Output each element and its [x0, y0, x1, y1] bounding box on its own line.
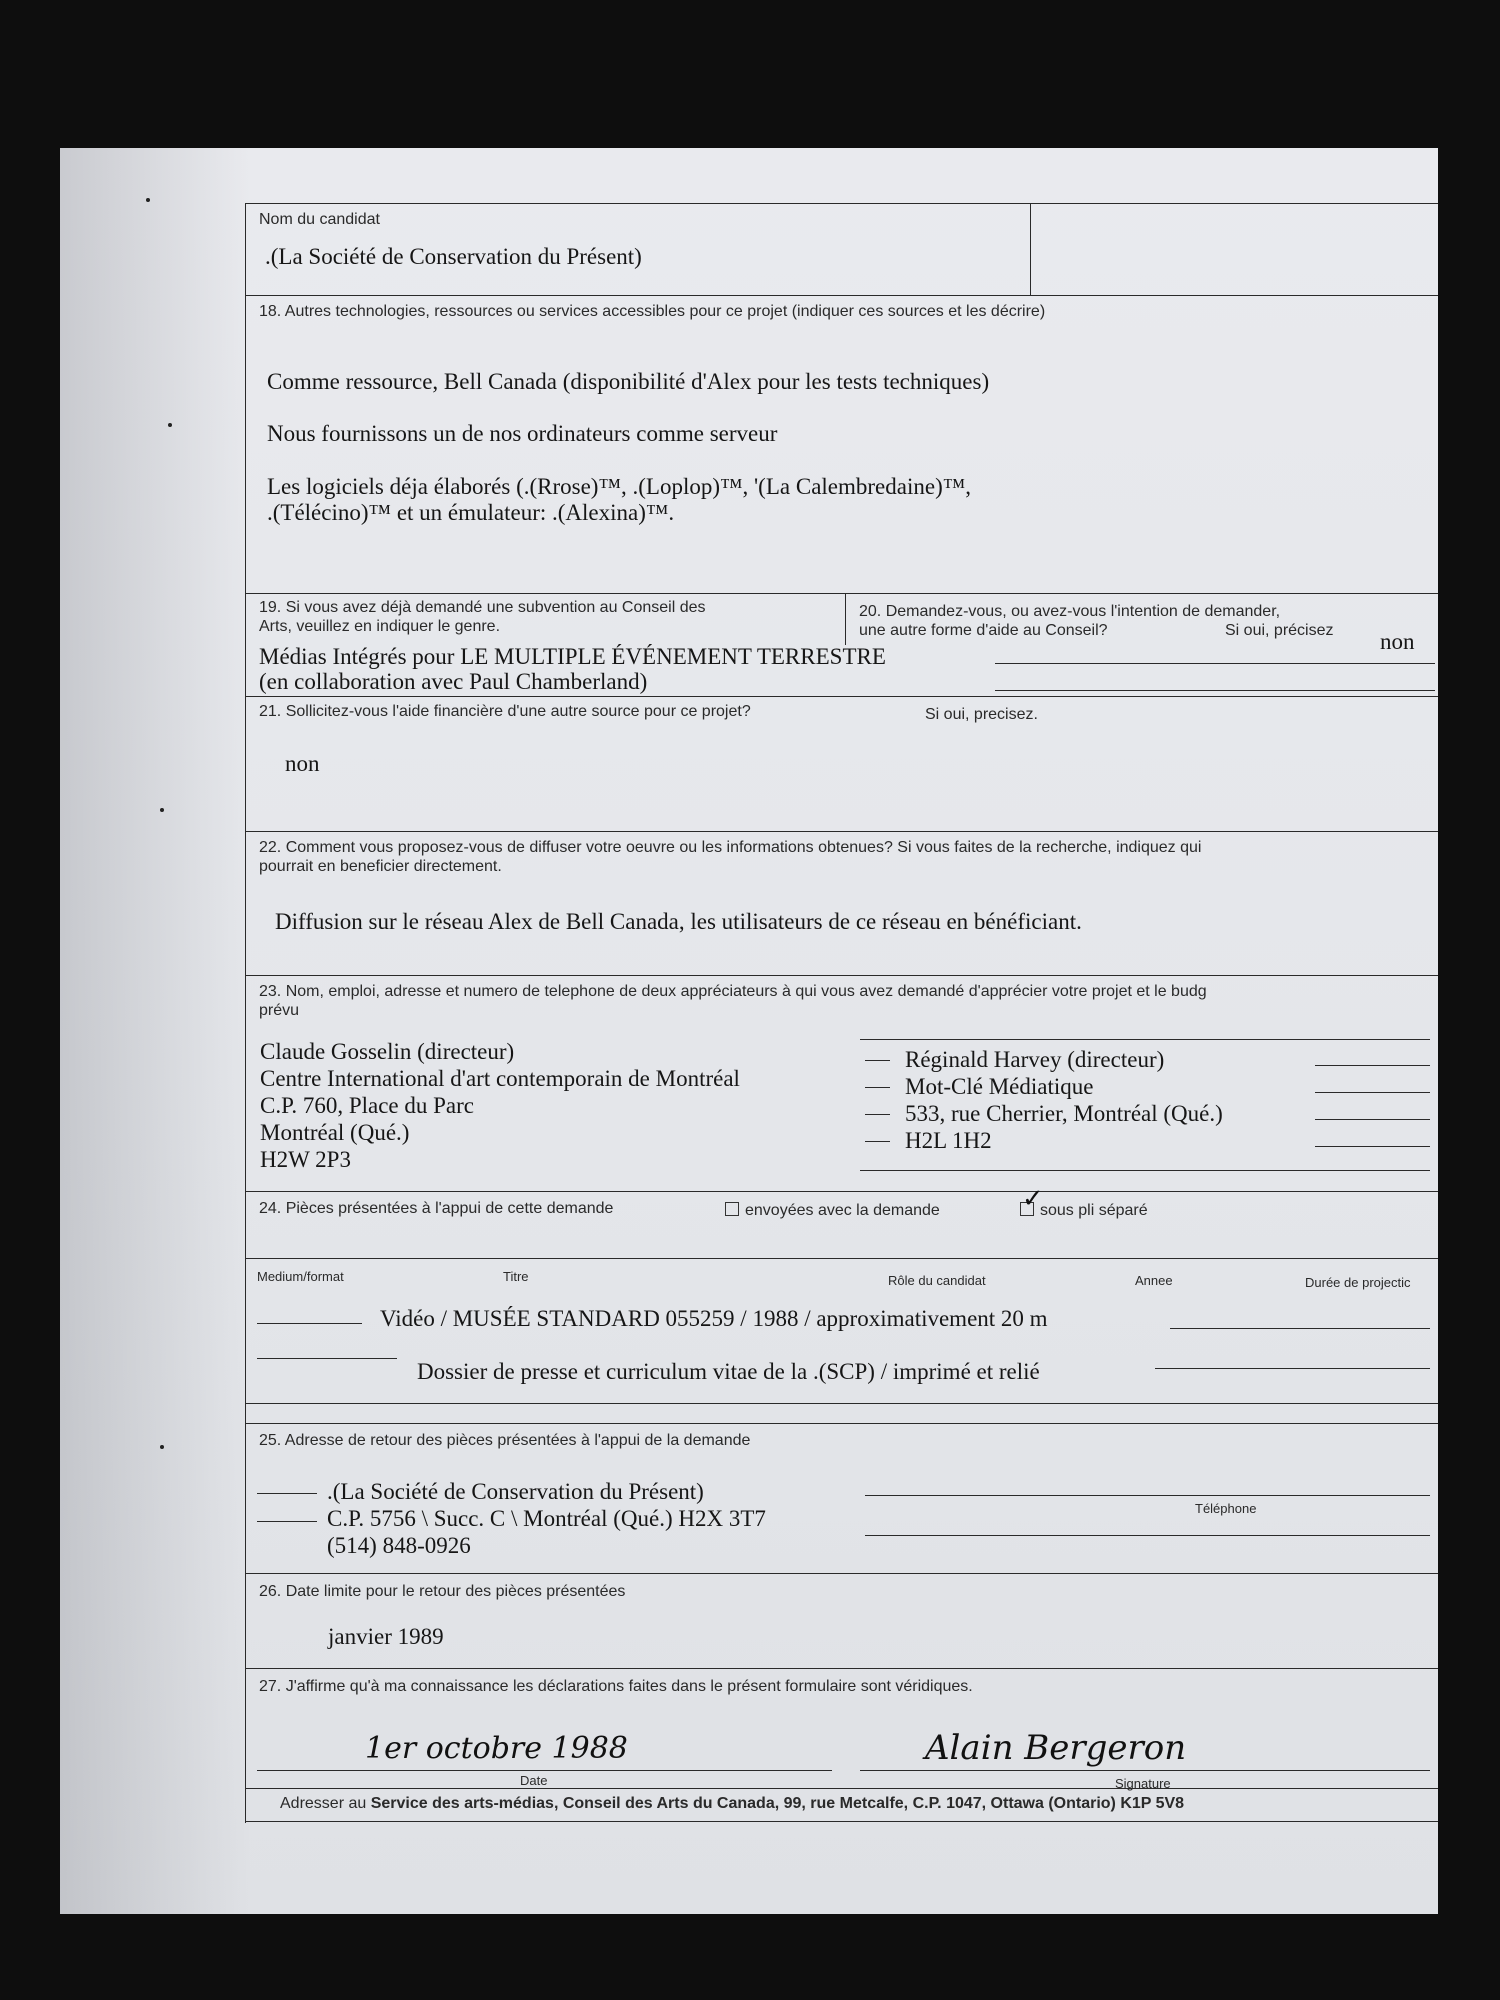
q20-answer: non [1380, 629, 1415, 654]
q18-section [245, 295, 1438, 296]
q24-row-line [1170, 1328, 1430, 1329]
q25-dash [257, 1521, 317, 1522]
appraiser1-line5: H2W 2P3 [260, 1147, 351, 1172]
q24-row1: Vidéo / MUSÉE STANDARD 055259 / 1988 / approximativement 20 m [380, 1306, 1048, 1331]
q24-label: 24. Pièces présentées à l'appui de cette demande [259, 1200, 614, 1217]
q26-label: 26. Date limite pour le retour des pièces présentées [259, 1583, 626, 1600]
q19-answer-line2: (en collaboration avec Paul Chamberland) [259, 669, 648, 694]
q24-bottom-line [245, 1403, 1438, 1404]
q22-label-line1: 22. Comment vous proposez-vous de diffuser votre oeuvre ou les informations obtenues? Si vous faites de la recherche, indiquez qui [259, 839, 1202, 856]
q27-label: 27. J'affirme qu'à ma connaissance les déclarations faites dans le présent formulaire sont véridiques. [259, 1678, 973, 1695]
col-duration: Durée de projectic [1305, 1275, 1411, 1290]
q19-q20-section [245, 593, 1438, 594]
form-bottom-border [245, 1821, 1438, 1822]
q23-line [1315, 1146, 1430, 1147]
q21-specify: Si oui, precisez. [925, 706, 1038, 723]
q23-dash [865, 1087, 890, 1088]
appraiser2-line3: 533, rue Cherrier, Montréal (Qué.) [905, 1101, 1223, 1126]
q18-answer-line4: .(Télécino)™ et un émulateur: .(Alexina)™. [267, 500, 675, 525]
q23-section [245, 975, 1438, 976]
q18-label: 18. Autres technologies, ressources ou services accessibles pour ce projet (indiquer ces sources et les décrire) [259, 303, 1046, 320]
q24-header-line [245, 1258, 1438, 1259]
footer-address [280, 1795, 1184, 1813]
footer-prefix: Adresser au [280, 1795, 371, 1812]
q25-phone-label: Téléphone [1195, 1501, 1257, 1516]
signature-line [860, 1770, 1430, 1771]
candidate-divider [1030, 203, 1031, 295]
q25-line [865, 1535, 1430, 1536]
q24-option-separate[interactable] [1020, 1183, 1148, 1220]
appraiser1-line3: C.P. 760, Place du Parc [260, 1093, 475, 1118]
q21-answer: non [285, 751, 320, 776]
date-label: Date [520, 1773, 548, 1788]
footer-section [245, 1788, 1438, 1789]
col-medium: Medium/format [257, 1269, 344, 1284]
q24-option-sent-with[interactable] [725, 1202, 940, 1220]
q24-opt2-text: sous pli séparé [1040, 1202, 1148, 1219]
appraiser2-line4: H2L 1H2 [905, 1128, 992, 1153]
signature-handwritten: Alain Bergeron [925, 1728, 1187, 1768]
q26-answer: janvier 1989 [328, 1624, 444, 1649]
q25-address-line1: .(La Société de Conservation du Présent) [327, 1479, 704, 1504]
q23-line [860, 1039, 1430, 1040]
col-role: Rôle du candidat [888, 1273, 986, 1288]
footer-text: Service des arts-médias, Conseil des Arts du Canada, 99, rue Metcalfe, C.P. 1047, Ottawa (Ontario) K1P 5V8 [370, 1795, 1185, 1812]
speck [160, 808, 164, 812]
q20-specify: Si oui, précisez [1225, 622, 1334, 639]
q22-label-line2: pourrait en beneficier directement. [259, 858, 502, 875]
q24-row-line [1155, 1368, 1430, 1369]
check-mark-icon: ✓ [1022, 1183, 1044, 1213]
col-title: Titre [503, 1269, 529, 1284]
q21-section [245, 696, 1438, 697]
q24-opt1-text: envoyées avec la demande [745, 1202, 940, 1219]
q22-answer: Diffusion sur le réseau Alex de Bell Canada, les utilisateurs de ce réseau en bénéficiant. [275, 909, 1082, 934]
speck [168, 423, 172, 427]
q23-label-line1: 23. Nom, emploi, adresse et numero de telephone de deux appréciateurs à qui vous avez demandé d'apprécier votre projet et le budg [259, 983, 1207, 1000]
q23-dash [865, 1114, 890, 1115]
q23-line [860, 1170, 1430, 1171]
date-handwritten: 1er octobre 1988 [365, 1731, 628, 1766]
q23-line [1315, 1119, 1430, 1120]
date-line [257, 1770, 832, 1771]
q24-row2: Dossier de presse et curriculum vitae de la .(SCP) / imprimé et relié [417, 1359, 1040, 1384]
q23-label-line2: prévu [259, 1002, 300, 1019]
q24-row-line [257, 1323, 362, 1324]
q19-answer-line1: Médias Intégrés pour LE MULTIPLE ÉVÉNEMENT TERRESTRE [259, 644, 886, 669]
appraiser1-line1: Claude Gosselin (directeur) [260, 1039, 515, 1064]
q23-dash [865, 1060, 890, 1061]
candidate-section [245, 203, 1438, 204]
q23-dash [865, 1141, 890, 1142]
q25-dash [257, 1493, 317, 1494]
speck [160, 1445, 164, 1449]
q25-label: 25. Adresse de retour des pièces présentées à l'appui de la demande [259, 1432, 751, 1449]
q26-section [245, 1573, 1438, 1574]
form-page [60, 148, 1438, 1914]
q25-line [865, 1495, 1430, 1496]
q27-section [245, 1668, 1438, 1669]
q19-label-line1: 19. Si vous avez déjà demandé une subvention au Conseil des [259, 599, 706, 616]
application-form [245, 203, 1438, 1823]
q20-line [995, 663, 1435, 664]
appraiser1-line4: Montréal (Qué.) [260, 1120, 410, 1145]
checkbox-sent-with[interactable] [725, 1202, 739, 1216]
q23-line [1315, 1065, 1430, 1066]
q20-line [995, 690, 1435, 691]
checkbox-separate[interactable] [1020, 1183, 1044, 1216]
candidate-label: Nom du candidat [259, 211, 380, 228]
col-year: Annee [1135, 1273, 1173, 1288]
q24-section [245, 1191, 1438, 1192]
form-left-border [245, 203, 246, 1823]
q21-label: 21. Sollicitez-vous l'aide financière d'une autre source pour ce projet? [259, 703, 751, 720]
q24-row-line [257, 1358, 397, 1359]
appraiser1-line2: Centre International d'art contemporain de Montréal [260, 1066, 740, 1091]
q18-answer-line2: Nous fournissons un de nos ordinateurs comme serveur [267, 421, 778, 446]
q20-label-line2: une autre forme d'aide au Conseil? [859, 622, 1108, 639]
q19-q20-divider [845, 593, 846, 645]
speck [146, 198, 150, 202]
q19-label-line2: Arts, veuillez en indiquer le genre. [259, 618, 501, 635]
q25-address-line2: C.P. 5756 \ Succ. C \ Montréal (Qué.) H2X 3T7 [327, 1506, 766, 1531]
signature-label: Signature [1115, 1776, 1171, 1791]
candidate-name: .(La Société de Conservation du Présent) [265, 244, 642, 269]
q25-section [245, 1423, 1438, 1424]
q23-line [1315, 1092, 1430, 1093]
appraiser2-line2: Mot-Clé Médiatique [905, 1074, 1094, 1099]
appraiser2-line1: Réginald Harvey (directeur) [905, 1047, 1165, 1072]
q20-label-line1: 20. Demandez-vous, ou avez-vous l'intention de demander, [859, 603, 1281, 620]
q18-answer-line1: Comme ressource, Bell Canada (disponibilité d'Alex pour les tests techniques) [267, 369, 990, 394]
q25-address-line3: (514) 848-0926 [327, 1533, 471, 1558]
q18-answer-line3: Les logiciels déja élaborés (.(Rrose)™, .(Loplop)™, '(La Calembredaine)™, [267, 474, 972, 499]
page-shadow [60, 148, 250, 1914]
q22-section [245, 831, 1438, 832]
